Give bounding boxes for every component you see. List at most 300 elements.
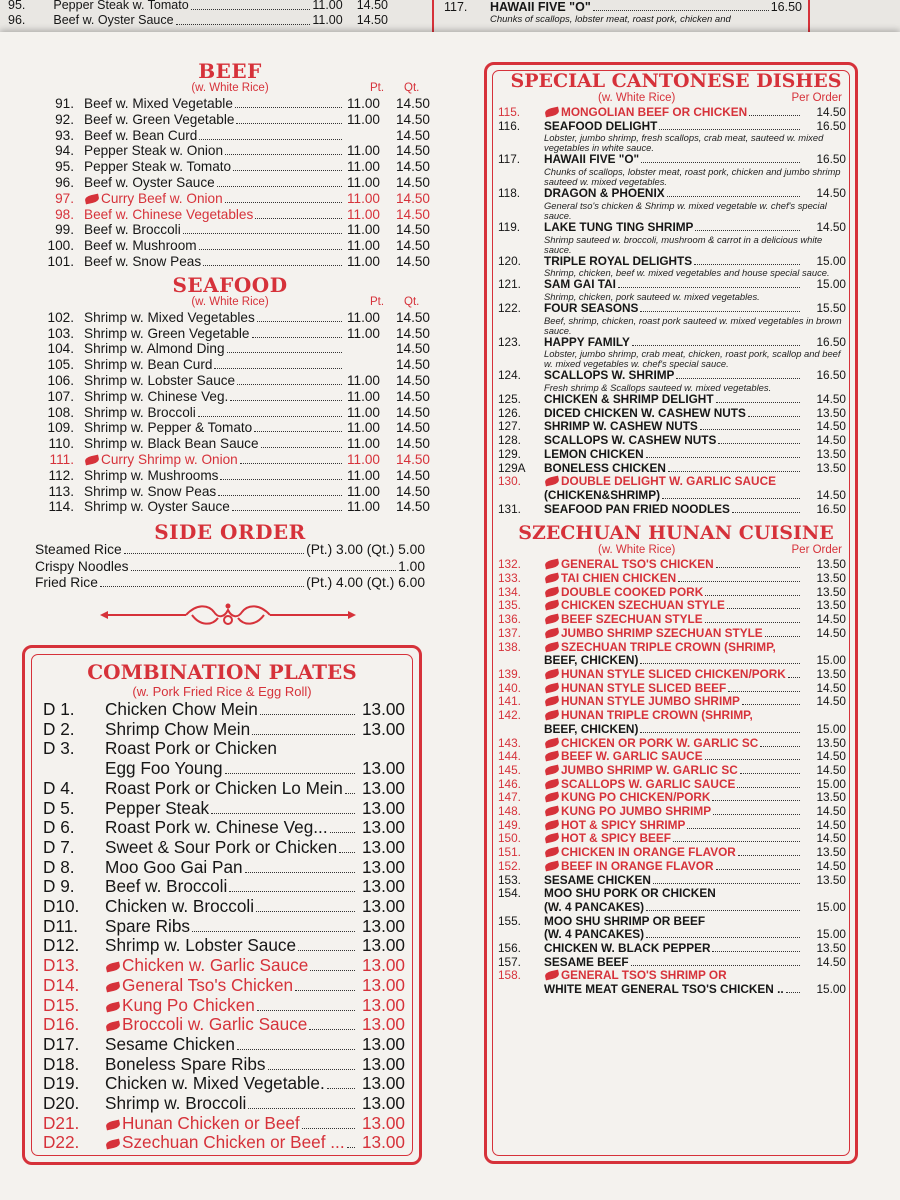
item-text xyxy=(105,1133,357,1153)
dot-leader xyxy=(718,443,800,444)
item-text xyxy=(105,956,357,976)
item-name: Roast Pork or Chicken Lo Mein xyxy=(105,778,343,798)
item-text xyxy=(105,976,357,996)
price-pint: 11.00 xyxy=(346,483,380,499)
price-pint: 11.00 xyxy=(346,111,380,127)
strip-right-row xyxy=(444,0,802,14)
item-text xyxy=(544,302,802,316)
menu-item-row xyxy=(498,586,854,600)
item-number: 126. xyxy=(498,405,521,420)
dot-leader xyxy=(712,800,800,801)
menu-item-row xyxy=(498,956,854,970)
dot-leader xyxy=(255,218,342,219)
dot-leader xyxy=(211,813,355,814)
item-number: 115. xyxy=(498,105,521,119)
menu-item-row xyxy=(498,682,854,696)
item-text xyxy=(544,901,802,915)
dot-leader xyxy=(298,950,355,951)
item-name: Shrimp w. Chinese Veg. xyxy=(84,388,229,404)
item-number: 94. xyxy=(55,143,74,159)
item-name: Pepper Steak w. Tomato xyxy=(53,0,189,12)
item-text xyxy=(105,838,357,858)
item-description: General tso's chicken & Shrimp w. mixed vegetable w. chef's special sauce. xyxy=(544,199,827,221)
strip-right-box xyxy=(432,0,810,32)
dot-leader xyxy=(737,787,800,788)
menu-item-row xyxy=(498,832,854,846)
menu-item-row xyxy=(498,302,854,316)
menu-item-row xyxy=(498,255,854,269)
strip-right-desc: Chunks of scallops, lobster meat, roast pork, chicken and xyxy=(490,14,731,25)
price-quart: 14.50 xyxy=(356,13,388,27)
item-text xyxy=(544,682,802,696)
price-pint: 11.00 xyxy=(346,436,380,452)
item-name: Roast Pork or Chicken xyxy=(105,739,277,759)
item-price: 13.00 xyxy=(361,718,405,739)
dot-leader xyxy=(330,832,355,833)
price-pint: 11.00 xyxy=(346,467,380,483)
item-text xyxy=(105,759,357,779)
item-number: 144. xyxy=(498,749,521,764)
item-price: 13.00 xyxy=(361,915,405,936)
item-text xyxy=(544,641,802,655)
strip-left-row xyxy=(8,13,388,28)
price-pint: 11.00 xyxy=(346,451,380,467)
item-price: 14.50 xyxy=(816,612,846,627)
item-price: 15.00 xyxy=(816,277,846,292)
item-number: 133. xyxy=(498,571,521,586)
beef-section-title: BEEF xyxy=(198,59,262,83)
menu-item-row xyxy=(498,420,854,434)
item-name: CHICKEN OR PORK W. GARLIC SC xyxy=(561,736,759,750)
item-text xyxy=(105,720,357,740)
combination-row xyxy=(43,818,405,838)
item-price: 16.50 xyxy=(816,152,846,167)
menu-item-row xyxy=(498,846,854,860)
item-price: (Pt.) 3.00 (Qt.) 5.00 xyxy=(306,542,425,557)
item-text xyxy=(544,558,802,572)
item-name: BEEF IN ORANGE FLAVOR xyxy=(561,859,714,873)
item-number: 93. xyxy=(55,127,74,143)
item-text xyxy=(84,405,344,421)
item-number: 136. xyxy=(498,612,521,627)
item-text xyxy=(544,278,802,292)
dot-leader xyxy=(176,13,311,25)
menu-item-row xyxy=(30,389,430,405)
dot-leader xyxy=(261,447,342,448)
item-number: 124. xyxy=(498,368,521,383)
item-name: Steamed Rice xyxy=(35,542,122,557)
dot-leader xyxy=(713,814,800,815)
item-price: 13.00 xyxy=(361,699,405,719)
item-price: 13.50 xyxy=(816,557,846,572)
menu-item-row xyxy=(30,468,430,484)
price-quart: 14.50 xyxy=(395,309,430,325)
item-description: Beef, shrimp, chicken, roast pork sauteed w. mixed vegetables in brown sauce. xyxy=(544,314,842,336)
combination-row xyxy=(43,700,405,720)
dot-leader xyxy=(257,1010,355,1011)
chili-pepper-icon xyxy=(544,847,559,858)
menu-item-row xyxy=(498,503,854,517)
dot-leader xyxy=(218,495,342,496)
dot-leader xyxy=(254,431,342,432)
chili-pepper-icon xyxy=(544,778,559,789)
item-name: Shrimp w. Mixed Vegetables xyxy=(84,309,255,325)
item-price: 13.00 xyxy=(361,777,405,798)
item-name: Beef w. Snow Peas xyxy=(84,253,202,269)
item-name: LAKE TUNG TING SHRIMP xyxy=(544,220,694,234)
menu-item-row xyxy=(498,434,854,448)
item-number: 129. xyxy=(498,446,521,461)
item-description: Lobster, jumbo shrimp, fresh scallops, crab meat, sauteed w. mixed vegetables in white sauce. xyxy=(544,132,824,154)
dot-leader xyxy=(646,457,800,458)
item-number: 155. xyxy=(498,913,521,928)
menu-item-row xyxy=(30,405,430,421)
item-name: BEEF SZECHUAN STYLE xyxy=(561,613,703,627)
item-number: 109. xyxy=(47,420,74,436)
seafood-pt-label: Pt. xyxy=(370,295,385,308)
dot-leader xyxy=(705,622,800,623)
combination-row xyxy=(43,838,405,858)
price-pint: 11.00 xyxy=(346,206,380,222)
item-number: 127. xyxy=(498,419,521,434)
item-name: BONELESS CHICKEN xyxy=(544,461,666,475)
menu-item-row xyxy=(498,737,854,751)
dot-leader xyxy=(748,416,800,417)
combo-code: D21. xyxy=(43,1112,80,1133)
menu-item-row xyxy=(30,222,430,238)
item-text xyxy=(544,420,802,434)
beef-subheader xyxy=(30,82,430,96)
item-name: Shrimp Chow Mein xyxy=(105,719,251,739)
combination-row xyxy=(43,877,405,897)
dot-leader xyxy=(632,345,800,346)
item-number: 139. xyxy=(498,666,521,681)
item-name: CHICKEN IN ORANGE FLAVOR xyxy=(561,846,736,860)
item-text xyxy=(84,436,344,452)
menu-item-row xyxy=(498,942,854,956)
price-quart: 14.50 xyxy=(395,127,430,143)
item-name: Shrimp w. Lobster Sauce xyxy=(84,372,236,388)
menu-item-row xyxy=(498,336,854,350)
item-number: 140. xyxy=(498,680,521,695)
menu-item-row xyxy=(30,499,430,515)
dot-leader xyxy=(593,10,769,11)
price-pint: 11.00 xyxy=(346,404,380,420)
item-text xyxy=(544,153,802,167)
dot-leader xyxy=(676,378,800,379)
dot-leader xyxy=(727,608,800,609)
dot-leader xyxy=(217,186,342,187)
menu-item-row xyxy=(498,221,854,235)
dot-leader xyxy=(252,734,355,735)
item-name: Shrimp w. Almond Ding xyxy=(84,341,225,357)
price-quart: 14.50 xyxy=(395,388,430,404)
item-number: 123. xyxy=(498,334,521,349)
side-order-row xyxy=(35,575,425,592)
price-quart: 14.50 xyxy=(395,404,430,420)
menu-item-row xyxy=(30,207,430,223)
dot-leader xyxy=(310,970,355,971)
item-text xyxy=(105,700,357,720)
side-order-list xyxy=(35,542,425,592)
item-name: Beef w. Green Vegetable xyxy=(84,111,235,127)
item-price: 13.00 xyxy=(361,896,405,917)
item-name: Roast Pork w. Chinese Veg... xyxy=(105,818,328,838)
item-name: MOO SHU PORK OR CHICKEN xyxy=(544,887,716,901)
item-name: Pepper Steak w. Tomato xyxy=(84,159,232,175)
item-price: 13.00 xyxy=(361,1014,405,1035)
dot-leader xyxy=(214,368,342,369)
chili-pepper-icon xyxy=(105,1001,120,1012)
item-price: 14.50 xyxy=(816,858,846,873)
dot-leader xyxy=(641,162,800,163)
dot-leader xyxy=(252,337,343,338)
item-text xyxy=(544,695,802,709)
dot-leader xyxy=(694,264,800,265)
item-number: 156. xyxy=(498,941,521,956)
item-number: 110. xyxy=(48,436,74,452)
dot-leader xyxy=(225,773,355,774)
item-number: 138. xyxy=(498,639,521,654)
menu-item-continuation xyxy=(498,928,854,942)
price-quart: 14.50 xyxy=(395,325,430,341)
item-name: HUNAN STYLE SLICED CHICKEN/PORK xyxy=(561,667,786,681)
dot-leader xyxy=(199,139,342,140)
dot-leader xyxy=(302,1128,355,1129)
menu-item-row xyxy=(498,969,854,983)
price-quart: 14.50 xyxy=(395,222,430,238)
menu-item-row xyxy=(30,357,430,373)
item-text xyxy=(84,191,344,207)
combination-row xyxy=(43,1074,405,1094)
item-text xyxy=(105,996,357,1016)
item-text xyxy=(544,819,802,833)
item-number: 154. xyxy=(498,886,521,901)
item-description: Fresh shrimp & Scallops sauteed w. mixed vegetables. xyxy=(544,382,772,394)
item-text xyxy=(544,221,802,235)
menu-item-row xyxy=(498,778,854,792)
cantonese-title: SPECIAL CANTONESE DISHES xyxy=(510,70,842,92)
item-text xyxy=(544,791,802,805)
item-name: Beef w. Oyster Sauce xyxy=(84,174,215,190)
menu-item-row xyxy=(498,805,854,819)
dot-leader xyxy=(659,129,800,130)
price-pint: 11.00 xyxy=(312,0,343,12)
item-price: 14.50 xyxy=(816,804,846,819)
price-quart: 14.50 xyxy=(395,238,430,254)
combination-row xyxy=(43,956,405,976)
dot-leader xyxy=(618,287,800,288)
item-number: 122. xyxy=(498,300,521,315)
item-price: 15.50 xyxy=(816,300,846,315)
item-text xyxy=(544,586,802,600)
item-name: TRIPLE ROYAL DELIGHTS xyxy=(544,254,693,268)
combo-code: D 7. xyxy=(43,836,75,857)
combo-code: D19. xyxy=(43,1073,80,1094)
item-price: 14.50 xyxy=(816,419,846,434)
menu-item-row xyxy=(498,641,854,655)
dot-leader xyxy=(225,154,342,155)
item-price: 14.50 xyxy=(816,392,846,407)
menu-item-row xyxy=(498,819,854,833)
dot-leader xyxy=(728,691,800,692)
item-number: 104. xyxy=(47,341,74,357)
chili-pepper-icon xyxy=(84,193,99,204)
item-number: 112. xyxy=(48,467,74,483)
menu-item-row xyxy=(498,369,854,383)
item-text xyxy=(544,475,802,489)
chili-pepper-icon xyxy=(544,682,559,693)
dot-leader xyxy=(640,663,800,664)
dot-leader xyxy=(712,951,800,952)
item-price: 13.00 xyxy=(361,876,405,897)
item-price: 15.00 xyxy=(816,653,846,668)
combo-code: D20. xyxy=(43,1093,80,1114)
dot-leader xyxy=(309,1029,355,1030)
item-number: 137. xyxy=(498,625,521,640)
item-name: TAI CHIEN CHICKEN xyxy=(561,572,677,586)
item-text xyxy=(544,627,802,641)
item-price: 13.00 xyxy=(361,1112,405,1133)
item-text xyxy=(105,897,357,917)
combo-code: D15. xyxy=(43,994,80,1015)
price-pint xyxy=(344,128,380,144)
item-name: SHRIMP W. CASHEW NUTS xyxy=(544,420,698,434)
cantonese-subheader xyxy=(498,92,854,106)
right-column xyxy=(498,70,854,997)
price-quart: 14.50 xyxy=(395,159,430,175)
item-text xyxy=(544,942,802,956)
menu-item-row xyxy=(30,326,430,342)
price-quart: 14.50 xyxy=(395,190,430,206)
side-order-title: SIDE ORDER xyxy=(154,520,306,545)
item-name: CHICKEN SZECHUAN STYLE xyxy=(561,599,725,613)
item-name-continued: (W. 4 PANCAKES) xyxy=(544,928,645,942)
item-name: Shrimp w. Broccoli xyxy=(84,404,196,420)
item-name: Shrimp w. Black Bean Sauce xyxy=(84,436,259,452)
item-name: SCALLOPS W. CASHEW NUTS xyxy=(544,434,717,448)
chili-pepper-icon xyxy=(544,107,559,118)
item-text xyxy=(544,709,802,723)
menu-item-row xyxy=(498,764,854,778)
item-text xyxy=(544,613,802,627)
dot-leader xyxy=(230,400,342,401)
combo-code: D11. xyxy=(43,915,79,936)
item-price: 15.00 xyxy=(816,253,846,268)
item-name: Spare Ribs xyxy=(105,916,191,936)
menu-item-continuation xyxy=(498,489,854,503)
item-name: Curry Shrimp w. Onion xyxy=(101,451,238,467)
item-price: 13.00 xyxy=(361,994,405,1015)
item-number: 103. xyxy=(47,325,74,341)
dot-leader xyxy=(183,233,342,234)
dot-leader xyxy=(203,265,342,266)
item-text xyxy=(84,175,344,191)
dot-leader xyxy=(199,249,342,250)
menu-item-row xyxy=(498,915,854,929)
item-name: HUNAN STYLE SLICED BEEF xyxy=(561,681,727,695)
item-description: Chunks of scallops, lobster meat, roast pork, chicken and jumbo shrimp sauteed w. mixed vegetables. xyxy=(544,166,841,188)
item-text xyxy=(84,96,344,112)
item-text xyxy=(544,778,802,792)
item-name: KUNG PO CHICKEN/PORK xyxy=(561,791,711,805)
item-name: CHICKEN & SHRIMP DELIGHT xyxy=(544,393,714,407)
menu-item-row xyxy=(498,791,854,805)
dot-leader xyxy=(732,512,800,513)
item-number: 111. xyxy=(49,451,74,467)
dot-leader xyxy=(705,595,800,596)
item-text xyxy=(544,928,802,942)
item-price: 14.50 xyxy=(816,487,846,502)
chili-pepper-icon xyxy=(544,696,559,707)
dot-leader xyxy=(653,883,800,884)
item-price: 13.00 xyxy=(361,1053,405,1074)
price-pint: 11.00 xyxy=(346,420,380,436)
menu-item-row xyxy=(498,668,854,682)
menu-item-row xyxy=(30,254,430,270)
combination-row xyxy=(43,858,405,878)
item-text xyxy=(544,764,802,778)
item-number: 132. xyxy=(498,557,521,572)
item-price: 14.50 xyxy=(816,433,846,448)
item-number: 99. xyxy=(55,222,74,238)
chili-pepper-icon xyxy=(544,628,559,639)
item-text xyxy=(544,120,802,134)
item-number: 150. xyxy=(498,831,521,846)
menu-item-row xyxy=(30,484,430,500)
combo-code: D12. xyxy=(43,935,80,956)
price-pint: 11.00 xyxy=(346,309,380,325)
chili-pepper-icon xyxy=(105,1119,120,1130)
item-number: 96. xyxy=(55,174,74,190)
item-text xyxy=(84,373,344,389)
combo-code: D 5. xyxy=(43,797,75,818)
item-name: GENERAL TSO'S CHICKEN xyxy=(561,558,714,572)
menu-item-continuation xyxy=(498,654,854,668)
item-name: GENERAL TSO'S SHRIMP OR xyxy=(561,969,727,983)
item-name: JUMBO SHRIMP SZECHUAN STYLE xyxy=(561,626,763,640)
item-name: Shrimp w. Mushrooms xyxy=(84,467,219,483)
item-number: 147. xyxy=(498,790,521,805)
item-number: 102. xyxy=(47,309,74,325)
item-number: 114. xyxy=(48,499,74,515)
combination-row xyxy=(43,739,405,759)
dot-leader xyxy=(765,636,800,637)
item-text xyxy=(544,255,802,269)
dot-leader xyxy=(100,586,304,587)
item-number: 125. xyxy=(498,392,521,407)
price-pint: 11.00 xyxy=(346,238,380,254)
price-quart: 14.50 xyxy=(395,357,430,373)
combination-row xyxy=(43,1015,405,1035)
combination-row xyxy=(43,799,405,819)
dot-leader xyxy=(237,384,342,385)
price-quart: 14.50 xyxy=(395,420,430,436)
combination-row xyxy=(43,1055,405,1075)
item-name: DICED CHICKEN W. CASHEW NUTS xyxy=(544,406,746,420)
price-pint: 11.00 xyxy=(346,499,380,515)
seafood-subheader xyxy=(30,296,430,310)
menu-item-row xyxy=(498,393,854,407)
item-price: 15.00 xyxy=(816,927,846,942)
item-number: 134. xyxy=(498,584,521,599)
item-name: HAWAII FIVE "O" xyxy=(544,153,640,167)
combo-code: D 2. xyxy=(43,718,75,739)
menu-item-row xyxy=(498,407,854,421)
item-price: 13.00 xyxy=(361,1033,405,1054)
combination-row xyxy=(43,1035,405,1055)
item-name: SESAME CHICKEN xyxy=(544,873,651,887)
